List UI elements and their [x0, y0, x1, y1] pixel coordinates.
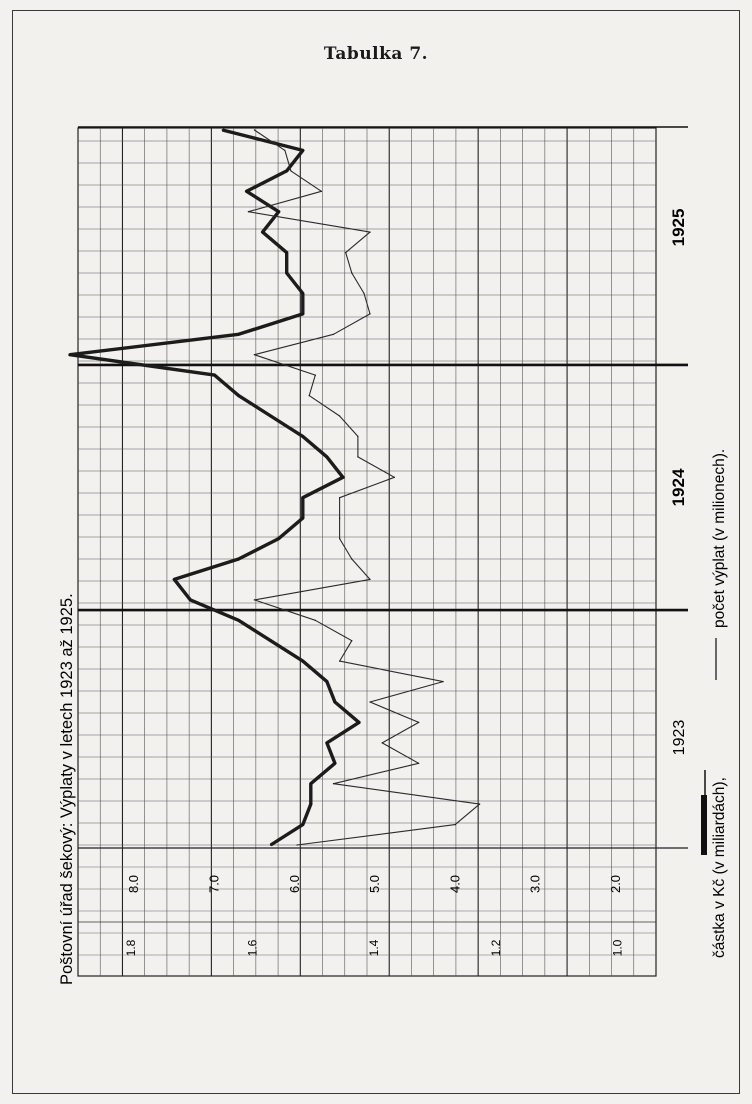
data-point-count	[333, 334, 334, 335]
legend	[704, 449, 728, 958]
data-point-amount	[302, 150, 304, 152]
data-point-amount	[302, 660, 304, 662]
data-point-amount	[278, 538, 280, 540]
data-point-amount	[302, 824, 304, 826]
legend-count: počet výplat (v milionech).	[711, 448, 728, 628]
data-point-count	[382, 742, 383, 743]
data-point-amount	[302, 517, 304, 519]
data-point-amount	[270, 415, 272, 417]
data-point-count	[339, 497, 340, 498]
data-point-amount	[262, 231, 264, 233]
tick-label-count: 1.2	[488, 939, 503, 957]
data-point-count	[394, 477, 395, 478]
legend-amount: částka v Kč (v miliardách),	[711, 777, 728, 958]
data-point-amount	[246, 190, 248, 192]
data-point-count	[254, 599, 255, 600]
tick-label-count: 1.4	[367, 939, 382, 957]
data-point-count	[339, 415, 340, 416]
series-line-amount	[70, 130, 359, 845]
data-point-amount	[310, 803, 312, 805]
data-point-amount	[302, 293, 304, 295]
data-point-count	[369, 232, 370, 233]
data-point-amount	[326, 681, 328, 683]
data-point-count	[333, 783, 334, 784]
data-point-count	[351, 272, 352, 273]
series-line-count	[248, 130, 479, 845]
chart-series	[69, 129, 480, 846]
data-point-amount	[302, 313, 304, 315]
data-point-amount	[190, 599, 192, 601]
data-point-count	[339, 518, 340, 519]
table-label: Tabulka 7.	[323, 44, 429, 64]
data-point-count	[254, 354, 255, 355]
data-point-count	[418, 763, 419, 764]
data-point-count	[309, 395, 310, 396]
tick-label-count: 1.6	[245, 939, 260, 957]
data-point-amount	[222, 129, 224, 131]
year-label-1924: 1924	[669, 468, 688, 507]
data-point-amount	[286, 272, 288, 274]
data-point-amount	[286, 170, 288, 172]
tick-label-amount: 5.0	[367, 874, 383, 894]
data-point-count	[339, 538, 340, 539]
data-point-count	[357, 436, 358, 437]
year-label-1923: 1923	[671, 719, 688, 756]
data-point-count	[248, 211, 249, 212]
data-point-count	[254, 129, 255, 130]
data-point-amount	[238, 395, 240, 397]
data-point-amount	[214, 374, 216, 376]
data-point-count	[351, 640, 352, 641]
data-point-count	[357, 456, 358, 457]
tick-label-amount: 4.0	[447, 874, 463, 894]
data-point-count	[369, 313, 370, 314]
data-point-amount	[326, 742, 328, 744]
tick-label-count: 1.8	[123, 939, 138, 957]
data-point-amount	[238, 333, 240, 335]
data-point-amount	[342, 476, 344, 478]
data-point-amount	[238, 619, 240, 621]
data-point-amount	[302, 436, 304, 438]
data-point-count	[418, 722, 419, 723]
data-point-amount	[270, 640, 272, 642]
data-point-count	[351, 558, 352, 559]
data-point-count	[290, 170, 291, 171]
data-point-amount	[286, 252, 288, 254]
data-point-count	[315, 375, 316, 376]
tick-label-amount: 7.0	[206, 874, 222, 894]
data-point-amount	[302, 497, 304, 499]
data-point-count	[479, 804, 480, 805]
data-point-count	[321, 191, 322, 192]
tick-label-count: 1.0	[610, 939, 625, 957]
data-point-amount	[334, 762, 336, 764]
data-point-count	[369, 701, 370, 702]
data-point-count	[339, 661, 340, 662]
chart-grid	[78, 127, 688, 976]
data-point-count	[345, 252, 346, 253]
year-label-1925: 1925	[669, 208, 688, 247]
data-point-count	[443, 681, 444, 682]
data-point-count	[455, 824, 456, 825]
tick-label-amount: 8.0	[126, 874, 142, 894]
tick-label-amount: 6.0	[286, 874, 302, 894]
data-point-amount	[358, 722, 360, 724]
data-point-amount	[69, 354, 71, 356]
data-point-count	[363, 293, 364, 294]
data-point-count	[284, 150, 285, 151]
data-point-count	[315, 620, 316, 621]
data-point-count	[296, 844, 297, 845]
data-point-amount	[278, 211, 280, 213]
data-point-amount	[326, 456, 328, 458]
data-point-amount	[173, 579, 175, 581]
chart-labels	[124, 209, 688, 957]
data-point-count	[369, 579, 370, 580]
chart-title: Poštovní úřad šekový: Výplaty v letech 1923 až 1925.	[58, 593, 76, 985]
data-point-amount	[270, 844, 272, 846]
data-point-amount	[334, 701, 336, 703]
data-point-amount	[310, 783, 312, 785]
tick-label-amount: 3.0	[527, 874, 543, 894]
data-point-amount	[238, 558, 240, 560]
tick-label-amount: 2.0	[607, 874, 623, 894]
